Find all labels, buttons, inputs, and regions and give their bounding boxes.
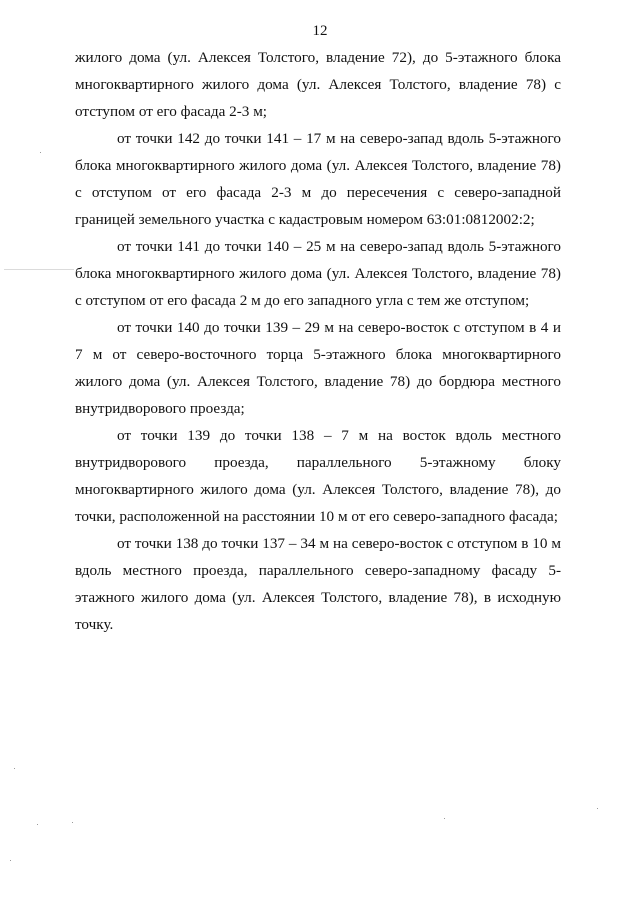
scan-artifact-dot bbox=[444, 818, 445, 819]
scan-artifact-dot bbox=[72, 822, 73, 823]
paragraph-point-141-140: от точки 141 до точки 140 – 25 м на северо-запад вдоль 5-этажного блока многоквартирного жилого дома (ул. Алексея Толстого, владение 78) с отступом от его фасада 2 м до его западного угла с тем же отступом; bbox=[75, 238, 561, 309]
paragraph-continuation: жилого дома (ул. Алексея Толстого, владение 72), до 5-этажного блока многоквартирного жилого дома (ул. Алексея Толстого, владение 78) с отступом от его фасада 2-3 м; bbox=[75, 49, 561, 120]
page-number: 12 bbox=[312, 23, 328, 39]
scan-artifact-dot bbox=[10, 860, 11, 861]
scan-artifact-line bbox=[4, 269, 74, 270]
document-body bbox=[75, 44, 561, 638]
scan-artifact-dot bbox=[40, 152, 41, 153]
paragraph-point-138-137: от точки 138 до точки 137 – 34 м на северо-восток с отступом в 10 м вдоль местного проезда, параллельного северо-западному фасаду 5-этажного жилого дома (ул. Алексея Толстого, владение 78), в исходную точку. bbox=[75, 535, 561, 633]
paragraph-point-142-141: от точки 142 до точки 141 – 17 м на северо-запад вдоль 5-этажного блока многоквартирного жилого дома (ул. Алексея Толстого, владение 78) с отступом от его фасада 2-3 м до пересечения с северо-западной границей земельного участка с кадастровым номером 63:01:0812002:2; bbox=[75, 130, 561, 228]
paragraph-point-140-139: от точки 140 до точки 139 – 29 м на северо-восток с отступом в 4 и 7 м от северо-восточного торца 5-этажного блока многоквартирного жилого дома (ул. Алексея Толстого, владение 78) до бордюра местного внутридворового проезда; bbox=[75, 319, 561, 417]
scan-artifact-dot bbox=[37, 824, 38, 825]
paragraph-point-139-138: от точки 139 до точки 138 – 7 м на восток вдоль местного внутридворового проезда, параллельного 5-этажному блоку многоквартирного жилого дома (ул. Алексея Толстого, владение 78), до точки, расположенной на расстоянии 10 м от его северо-западного фасада; bbox=[75, 427, 561, 525]
scan-artifact-dot bbox=[14, 768, 15, 769]
scan-artifact-dot bbox=[597, 808, 598, 809]
